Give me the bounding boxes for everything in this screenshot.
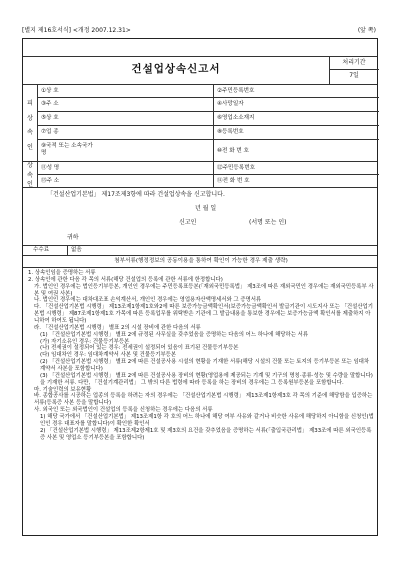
divider (329, 69, 379, 70)
addressee: 귀하 (67, 234, 79, 241)
note-item: 라. 「건설산업기본법 시행령」 별표 2의 시설 장비에 관한 다음의 서류 (34, 324, 201, 331)
note-item: (나) 전세권이 설정되어 있는 경우: 전세권이 설정되어 있음이 표기된 건물등기부등본 (40, 345, 239, 352)
note-item: 바. 종합공사를 시공하는 업종의 등록을 하려는 자의 경우에는 「건설산업기본법 시행령」 제13조제1항제3호 각 목의 기준에 해당함을 입증하는 서류(등록증 사본 등을 말합니다) (34, 393, 373, 407)
divider (37, 97, 379, 98)
note-item: 나. 법인인 경우에는 대차대조표 손익계산서, 개인인 경우에는 영업용자산액명세서와 그 증명서류 (34, 297, 262, 304)
nationality-field[interactable]: ⑨국적 또는 소속국가명 (41, 143, 93, 156)
heir-name-field[interactable]: ①상 호 (41, 88, 59, 94)
note-item: 다. 「건설산업기본법 시행령」 제13조제1항제1호와2에 따른 보증가능금액확인서(보증가능금액확인서 발급기관이 시도지사 또는 「건설산업기본법 시행령」 제87조제1항제1호 가목에 따른 등록업무를 위탁받은 기관에 그 발급내용을 통보한 경우에는 보증가능금액 확인서를 제출하지 아니하여 하여도 됩니다) (34, 304, 373, 325)
processing-period-value: 7일 (349, 72, 359, 79)
divider (23, 255, 377, 256)
successor-phone-field[interactable]: ⑭전 화 번 호 (217, 178, 250, 184)
divider (23, 267, 377, 268)
heir-death-date-field[interactable]: ④사망일자 (217, 101, 244, 107)
divider (23, 245, 377, 246)
heir-phone-field[interactable]: ⑩전 화 번 호 (217, 148, 249, 154)
heir-id-field[interactable]: ②주민등록번호 (217, 88, 255, 94)
processing-period-label: 처리기간 (342, 59, 366, 66)
divider (23, 56, 377, 57)
divider (37, 125, 379, 126)
note-item: (가) 자기소유인 경우: 건물등기부등본 (40, 338, 130, 345)
form-number: [별지 제16호서식] <개정 2007.12.31> (22, 27, 131, 34)
divider (213, 84, 214, 187)
reporter-label: 신고인 (179, 219, 197, 226)
heir-address-field[interactable]: ③주 소 (41, 101, 59, 107)
page-side-note: (앞 쪽) (357, 27, 376, 34)
divider (37, 139, 379, 140)
divider (37, 174, 379, 175)
fee-label: 수수료 (33, 247, 50, 253)
fee-value: 없음 (71, 247, 82, 253)
attachments-list (28, 270, 374, 441)
successor-id-field[interactable]: ⑫주민등록번호 (217, 165, 256, 171)
form-title: 건설업상속신고서 (131, 63, 221, 75)
note-item: (3) 「건설산업기본법 시행령」 별표 2에 따른 건설공사용 장비의 현황(영업용에 제공되는 기계 및 기구의 명칭·종류·성능 및 수량을 말합니다)을 기재한 서류. 다만, 「건설기계관리법」 그 밖의 다른 법령에 따라 등록을 하는 장비의 경우에는 그 등록원부등본을 포함합니다. (40, 372, 373, 386)
business-name-field[interactable]: ⑤상 호 (41, 115, 59, 121)
note-item: 1) 해당 국가에서 「건설산업기본법」 제13조제1항 각 호의 어느 하나에 해당 여부 사유와 같거나 비슷한 사유에 해당하지 아니함을 신청인(법인인 경우 대표자를 말합니다)이 확인한 확인서 (40, 414, 374, 427)
divider (37, 84, 38, 187)
successor-address-field[interactable]: ⑬주 소 (41, 178, 60, 184)
note-item: (2) 「건설산업기본법 시행령」 별표 2에 따른 건설공사용 시설의 현황을 기재한 서류(해당 시설의 건물 또는 토지의 등기부등본 또는 임대차계약서 사본을 포함합니다) (40, 359, 370, 373)
note-item: 2. 상속인에 관한 다음 각 목의 서류(해당 건설업의 등록에 관한 서류에 한정합니다) (28, 276, 223, 283)
divider (67, 245, 68, 255)
declaration-statement: 「건설산업기본법」 제17조제3항에 따라 건설업상속을 신고합니다. (47, 191, 225, 198)
successor-group-label: 상 속 인 (27, 162, 33, 188)
declaration-date[interactable]: 년 월 일 (195, 205, 217, 212)
divider (37, 111, 379, 112)
business-type-field[interactable]: ⑦업 종 (41, 129, 59, 135)
divider (23, 84, 377, 85)
note-item: 1. 상속인임을 증명하는 서류 (28, 270, 96, 276)
form-header (22, 27, 378, 37)
signature-field[interactable]: (서명 또는 인) (249, 219, 287, 226)
divider (23, 161, 377, 162)
note-item: 마. 기술인력의 보유현황 (34, 386, 92, 393)
report-form (22, 38, 378, 536)
successor-name-field[interactable]: ⑪성 명 (41, 165, 60, 171)
note-item: (다) 임대차인 경우: 임대차계약서 사본 및 건물등기부등본 (40, 352, 177, 359)
office-location-field[interactable]: ⑥영업소소재지 (217, 115, 255, 121)
registration-number-field[interactable]: ⑧등록번호 (217, 129, 244, 135)
note-item: 사. 외국인 또는 외국법인이 건설업의 등록을 신청하는 경우에는 다음의 서류 (34, 407, 213, 414)
note-item: 가. 법인인 경우에는 법인등기부등본, 개인인 경우에는 주민등록표등본(「재외국민등록법」 제3조에 따른 재외국민인 경우에는 재외국민등록부 사본 및 여권 사본) (34, 283, 374, 297)
heir-group-label: 피 상 속 인 (27, 100, 33, 151)
divider (23, 187, 377, 188)
note-item: 2) 「건설산업기본법 시행령」 제13조제2항제1호 및 제3호의 요건을 갖추었음을 증명하는 서류(「출입국관리법」 제33조에 따른 외국인등록증 사본 및 영업소 등기부등본을 포함합니다) (40, 427, 372, 441)
attachments-header: 첨부서류(행정정보의 공동이용을 통하여 확인이 가능한 경우 제출 생략) (114, 258, 288, 264)
note-item: (1) 「건설산업기본법 시행령」 별표 2에 규정된 사무실을 갖추었음을 증명하는 다음의 어느 하나에 해당하는 서류 (40, 331, 309, 338)
